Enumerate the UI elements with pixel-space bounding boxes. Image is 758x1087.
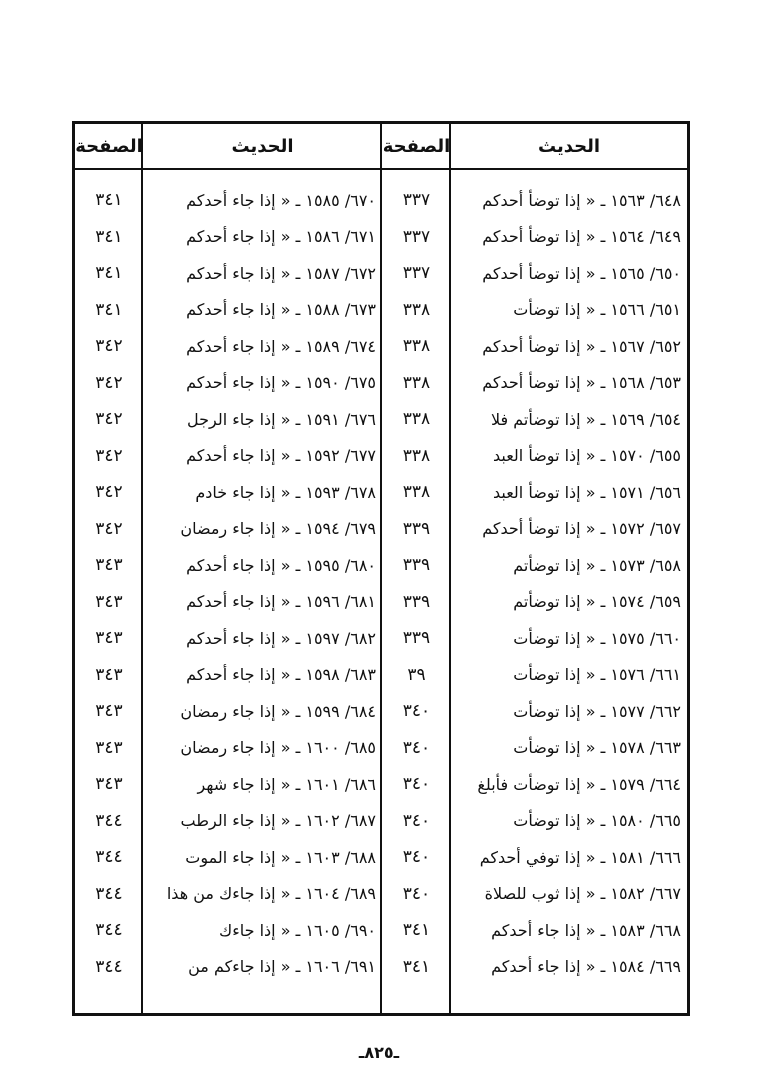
table-row [75,292,687,329]
right-hadith-entry: ٦٥٠/ ١٥٦٥ ـ « إذا توضأ أحدكم [482,263,681,283]
right-page-ref: ٣٣٩ [402,628,431,649]
table-row [75,693,687,730]
right-hadith-entry: ٦٦٨/ ١٥٨٣ ـ « إذا جاء أحدكم [491,920,681,940]
right-hadith-entry: ٦٦٢/ ١٥٧٧ ـ « إذا توضأت [513,701,681,721]
table-row [75,839,687,876]
right-page-ref: ٣٤٠ [402,847,431,868]
right-page-ref: ٣٣٨ [402,445,431,466]
right-hadith-entry: ٦٤٨/ ١٥٦٣ ـ « إذا توضأ أحدكم [482,190,681,210]
header-hadith-right: الحديث [537,135,601,157]
right-hadith-entry: ٦٦٧/ ١٥٨٢ ـ « إذا ثوب للصلاة [484,884,681,904]
right-hadith-entry: ٦٥٣/ ١٥٦٨ ـ « إذا توضأ أحدكم [482,373,681,393]
left-hadith-entry: ٦٧٢/ ١٥٨٧ ـ « إذا جاء أحدكم [186,263,376,283]
table-row [75,182,687,219]
right-page-ref: ٣٤١ [402,920,431,941]
left-hadith-entry: ٦٧٥/ ١٥٩٠ ـ « إذا جاء أحدكم [186,373,376,393]
left-hadith-entry: ٦٨٨/ ١٦٠٣ ـ « إذا جاء الموت [185,847,376,867]
left-hadith-entry: ٦٩١/ ١٦٠٦ ـ « إذا جاءكم من [188,957,376,977]
right-page-ref: ٣٣٩ [402,518,431,539]
left-hadith-entry: ٦٨٥/ ١٦٠٠ ـ « إذا جاء رمضان [180,738,376,758]
table-row [75,876,687,913]
left-hadith-entry: ٦٨٦/ ١٦٠١ ـ « إذا جاء شهر [197,774,376,794]
left-page-ref: ٣٤٢ [95,482,123,503]
right-page-ref: ٣٤٠ [402,883,431,904]
table-row [75,620,687,657]
left-page-ref: ٣٤٣ [95,774,123,795]
table-row [75,803,687,840]
left-hadith-entry: ٦٨١/ ١٥٩٦ ـ « إذا جاء أحدكم [186,592,376,612]
right-page-ref: ٣٣٨ [402,482,431,503]
right-hadith-entry: ٦٦٠/ ١٥٧٥ ـ « إذا توضأت [513,628,681,648]
right-hadith-entry: ٦٥٢/ ١٥٦٧ ـ « إذا توضأ أحدكم [482,336,681,356]
table-row [75,328,687,365]
left-hadith-entry: ٦٧٠/ ١٥٨٥ ـ « إذا جاء أحدكم [186,190,376,210]
left-page-ref: ٣٤١ [95,226,123,247]
header-page-left: الصفحة [75,135,143,157]
right-page-ref: ٣٣٧ [402,263,431,284]
table-header [75,124,687,170]
left-hadith-entry: ٦٧٩/ ١٥٩٤ ـ « إذا جاء رمضان [180,519,376,539]
left-page-ref: ٣٤٣ [95,555,123,576]
right-page-ref: ٣٣٧ [402,226,431,247]
left-hadith-entry: ٦٧٦/ ١٥٩١ ـ « إذا جاء الرجل [186,409,376,429]
left-hadith-entry: ٦٨٢/ ١٥٩٧ ـ « إذا جاء أحدكم [186,628,376,648]
table-row [75,255,687,292]
left-page-ref: ٣٤٢ [95,409,123,430]
left-page-ref: ٣٤٤ [95,847,123,868]
right-page-ref: ٣٣٨ [402,409,431,430]
left-hadith-entry: ٦٧٨/ ١٥٩٣ ـ « إذا جاء خادم [195,482,376,502]
left-page-ref: ٣٤٢ [95,372,123,393]
right-page-ref: ٣٤٠ [402,774,431,795]
table-row [75,511,687,548]
left-hadith-entry: ٦٧٣/ ١٥٨٨ ـ « إذا جاء أحدكم [186,300,376,320]
left-page-ref: ٣٤٢ [95,336,123,357]
left-hadith-entry: ٦٩٠/ ١٦٠٥ ـ « إذا جاءك [219,920,376,940]
right-hadith-entry: ٦٥٧/ ١٥٧٢ ـ « إذا توضأ أحدكم [482,519,681,539]
right-page-ref: ٣٩ [407,664,426,685]
left-hadith-entry: ٦٧١/ ١٥٨٦ ـ « إذا جاء أحدكم [186,227,376,247]
left-page-ref: ٣٤١ [95,190,123,211]
left-page-ref: ٣٤٣ [95,664,123,685]
right-hadith-entry: ٦٥٦/ ١٥٧١ ـ « إذا توضأ العبد [492,482,681,502]
left-page-ref: ٣٤٣ [95,701,123,722]
table-row [75,949,687,986]
right-page-ref: ٣٣٨ [402,299,431,320]
left-hadith-entry: ٦٧٧/ ١٥٩٢ ـ « إذا جاء أحدكم [186,446,376,466]
header-page-right: الصفحة [382,135,451,157]
left-hadith-entry: ٦٨٧/ ١٦٠٢ ـ « إذا جاء الرطب [180,811,376,831]
table-row [75,584,687,621]
left-page-ref: ٣٤٤ [95,810,123,831]
table-row [75,912,687,949]
left-hadith-entry: ٦٨٩/ ١٦٠٤ ـ « إذا جاءك من هذا [166,884,376,904]
right-hadith-entry: ٦٦٤/ ١٥٧٩ ـ « إذا توضأت فأبلغ [477,774,681,794]
page-number: ـ٨٢٥ـ [358,1043,400,1062]
table-body [75,182,687,985]
table-row [75,730,687,767]
table-row [75,657,687,694]
left-page-ref: ٣٤٣ [95,628,123,649]
table-row [75,219,687,256]
right-page-ref: ٣٣٨ [402,336,431,357]
left-hadith-entry: ٦٨٣/ ١٥٩٨ ـ « إذا جاء أحدكم [186,665,376,685]
left-page-ref: ٣٤٣ [95,591,123,612]
table-row [75,547,687,584]
right-page-ref: ٣٤٠ [402,701,431,722]
right-hadith-entry: ٦٦٩/ ١٥٨٤ ـ « إذا جاء أحدكم [491,957,681,977]
table-row [75,474,687,511]
right-hadith-entry: ٦٦٥/ ١٥٨٠ ـ « إذا توضأت [513,811,681,831]
right-hadith-entry: ٦٥٩/ ١٥٧٤ ـ « إذا توضأتم [513,592,681,612]
right-hadith-entry: ٦٦١/ ١٥٧٦ ـ « إذا توضأت [513,665,681,685]
right-page-ref: ٣٣٧ [402,190,431,211]
header-hadith-left: الحديث [231,135,294,157]
left-hadith-entry: ٦٧٤/ ١٥٨٩ ـ « إذا جاء أحدكم [186,336,376,356]
right-page-ref: ٣٣٩ [402,555,431,576]
table-row [75,766,687,803]
table-row [75,438,687,475]
right-hadith-entry: ٦٥٥/ ١٥٧٠ ـ « إذا توضأ العبد [492,446,681,466]
left-hadith-entry: ٦٨٠/ ١٥٩٥ ـ « إذا جاء أحدكم [186,555,376,575]
left-page-ref: ٣٤١ [95,263,123,284]
right-page-ref: ٣٤١ [402,956,431,977]
table-row [75,365,687,402]
left-page-ref: ٣٤٣ [95,737,123,758]
table-row [75,401,687,438]
right-page-ref: ٣٣٨ [402,372,431,393]
hadith-index-table [72,121,690,1016]
left-page-ref: ٣٤٢ [95,445,123,466]
right-hadith-entry: ٦٤٩/ ١٥٦٤ ـ « إذا توضأ أحدكم [482,227,681,247]
right-hadith-entry: ٦٦٣/ ١٥٧٨ ـ « إذا توضأت [513,738,681,758]
left-hadith-entry: ٦٨٤/ ١٥٩٩ ـ « إذا جاء رمضان [180,701,376,721]
right-page-ref: ٣٤٠ [402,737,431,758]
left-page-ref: ٣٤٢ [95,518,123,539]
left-page-ref: ٣٤٤ [95,956,123,977]
right-hadith-entry: ٦٥١/ ١٥٦٦ ـ « إذا توضأت [513,300,681,320]
left-page-ref: ٣٤٤ [95,883,123,904]
right-page-ref: ٣٤٠ [402,810,431,831]
left-page-ref: ٣٤٤ [95,920,123,941]
right-page-ref: ٣٣٩ [402,591,431,612]
right-hadith-entry: ٦٦٦/ ١٥٨١ ـ « إذا توفي أحدكم [479,847,681,867]
left-page-ref: ٣٤١ [95,299,123,320]
right-hadith-entry: ٦٥٨/ ١٥٧٣ ـ « إذا توضأتم [513,555,681,575]
right-hadith-entry: ٦٥٤/ ١٥٦٩ ـ « إذا توضأتم فلا [490,409,681,429]
